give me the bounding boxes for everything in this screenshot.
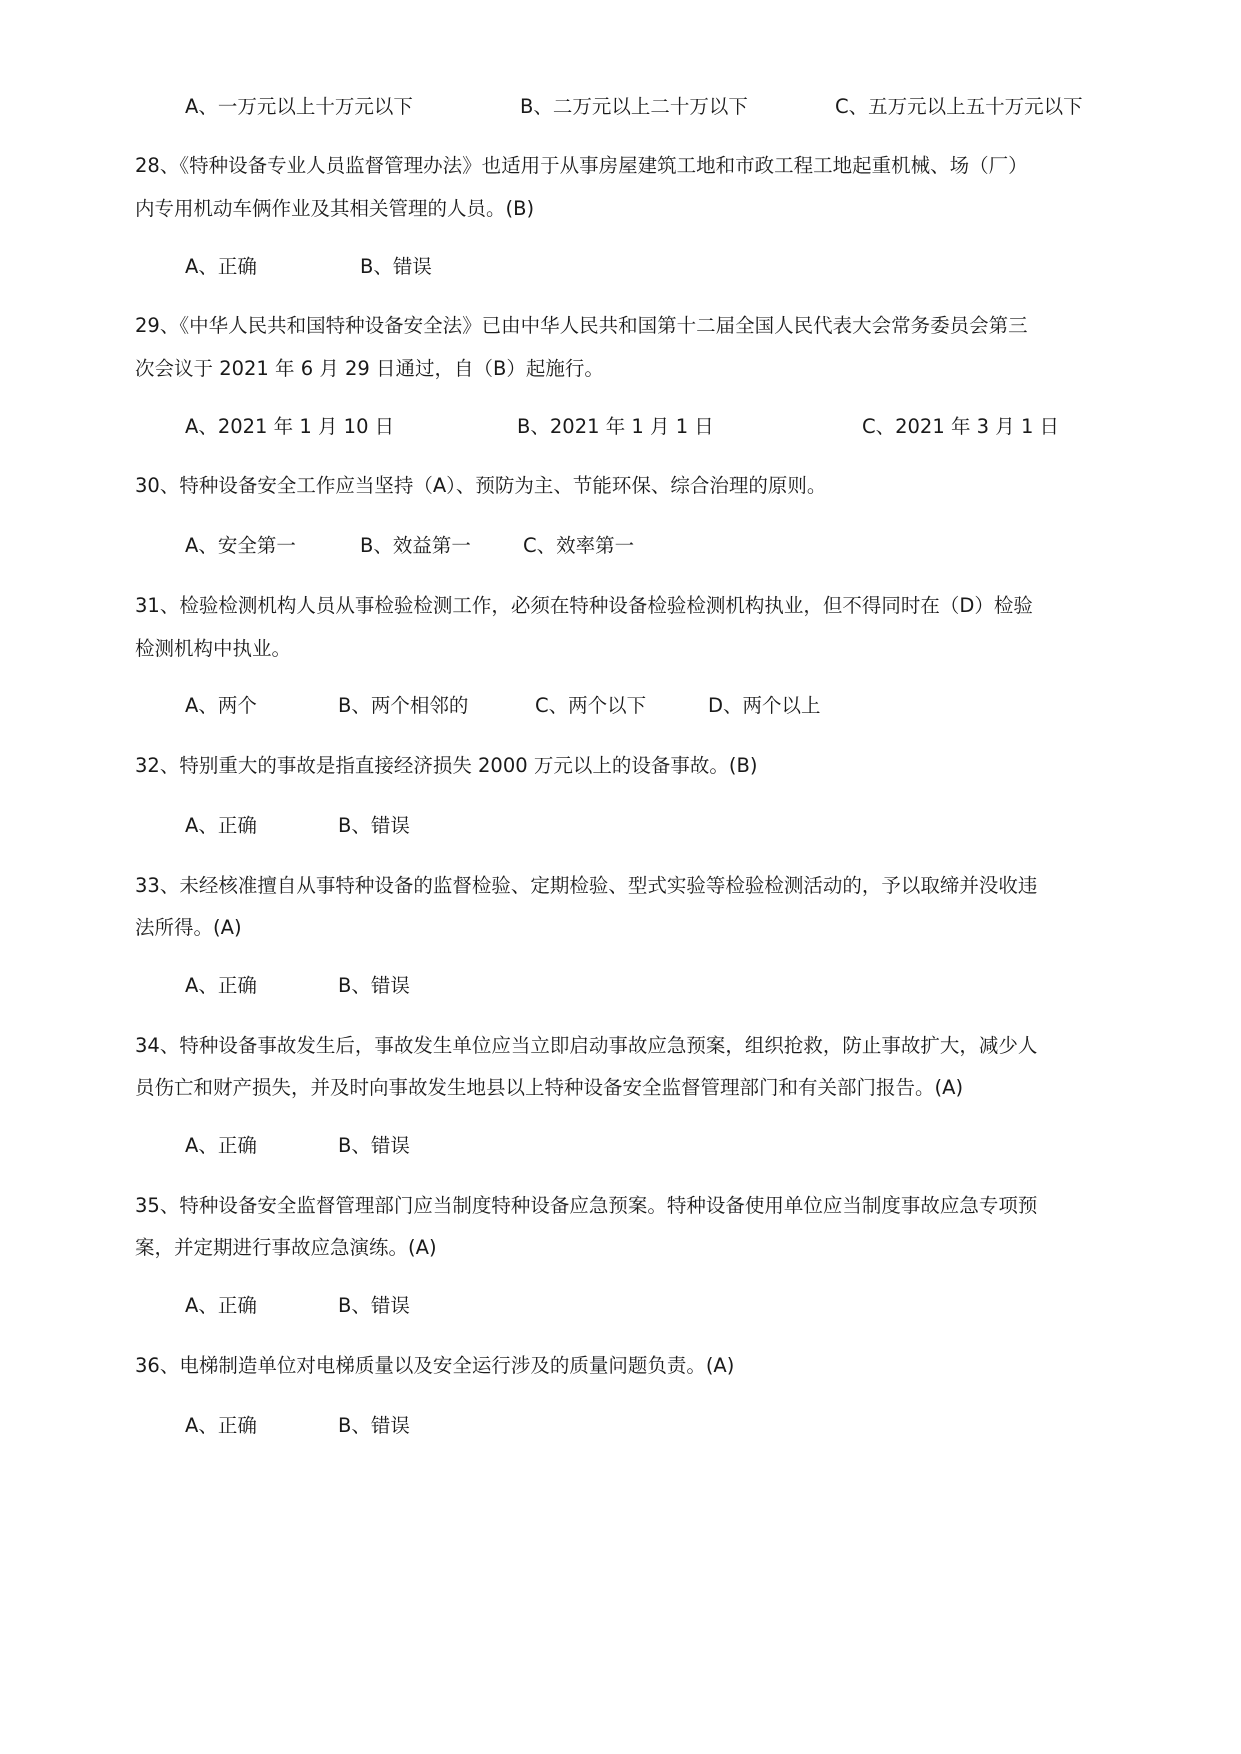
question-text: 31、检验检测机构人员从事检验检测工作，必须在特种设备检验检测机构执业，但不得同时在（D）检验 (135, 594, 1033, 617)
option-a: A、正确 (185, 814, 257, 837)
question-text: 案，并定期进行事故应急演练。(A) (135, 1236, 437, 1259)
question-text: 内专用机动车俩作业及其相关管理的人员。(B) (135, 197, 535, 220)
option-a: A、两个 (185, 694, 257, 717)
option-a: A、正确 (185, 1414, 257, 1437)
question-text: 35、特种设备安全监督管理部门应当制度特种设备应急预案。特种设备使用单位应当制度事故应急专项预 (135, 1194, 1038, 1217)
option-b: B、错误 (360, 255, 432, 278)
option-a: A、一万元以上十万元以下 (185, 95, 413, 118)
option-b: B、两个相邻的 (338, 694, 469, 717)
option-a: A、正确 (185, 1294, 257, 1317)
option-a: A、2021 年 1 月 10 日 (185, 415, 395, 438)
option-b: B、错误 (338, 974, 410, 997)
question-text: 次会议于 2021 年 6 月 29 日通过，自（B）起施行。 (135, 357, 604, 380)
question-text: 员伤亡和财产损失，并及时向事故发生地县以上特种设备安全监督管理部门和有关部门报告。(A) (135, 1076, 964, 1099)
question-text: 32、特别重大的事故是指直接经济损失 2000 万元以上的设备事故。(B) (135, 754, 758, 777)
option-a: A、正确 (185, 255, 257, 278)
option-a: A、正确 (185, 1134, 257, 1157)
question-text: 法所得。(A) (135, 916, 242, 939)
option-a: A、安全第一 (185, 534, 296, 557)
option-b: B、错误 (338, 1414, 410, 1437)
option-b: B、2021 年 1 月 1 日 (517, 415, 714, 438)
option-b: B、错误 (338, 814, 410, 837)
option-c: C、五万元以上五十万元以下 (835, 95, 1083, 118)
question-text: 33、未经核准擅自从事特种设备的监督检验、定期检验、型式实验等检验检测活动的，予以取缔并没收违 (135, 874, 1038, 897)
question-text: 30、特种设备安全工作应当坚持（A）、预防为主、节能环保、综合治理的原则。 (135, 474, 827, 497)
option-d: D、两个以上 (708, 694, 821, 717)
option-b: B、二万元以上二十万以下 (520, 95, 748, 118)
option-c: C、两个以下 (535, 694, 647, 717)
option-c: C、2021 年 3 月 1 日 (862, 415, 1060, 438)
option-c: C、效率第一 (523, 534, 635, 557)
question-text: 28、《特种设备专业人员监督管理办法》也适用于从事房屋建筑工地和市政工程工地起重机械、场（厂） (135, 154, 1028, 177)
question-text: 29、《中华人民共和国特种设备安全法》已由中华人民共和国第十二届全国人民代表大会常务委员会第三 (135, 314, 1028, 337)
option-a: A、正确 (185, 974, 257, 997)
option-b: B、错误 (338, 1294, 410, 1317)
option-b: B、错误 (338, 1134, 410, 1157)
option-b: B、效益第一 (360, 534, 471, 557)
question-text: 36、电梯制造单位对电梯质量以及安全运行涉及的质量问题负责。(A) (135, 1354, 735, 1377)
question-text: 检测机构中执业。 (135, 637, 292, 660)
question-text: 34、特种设备事故发生后，事故发生单位应当立即启动事故应急预案，组织抢救，防止事故扩大，减少人 (135, 1034, 1038, 1057)
